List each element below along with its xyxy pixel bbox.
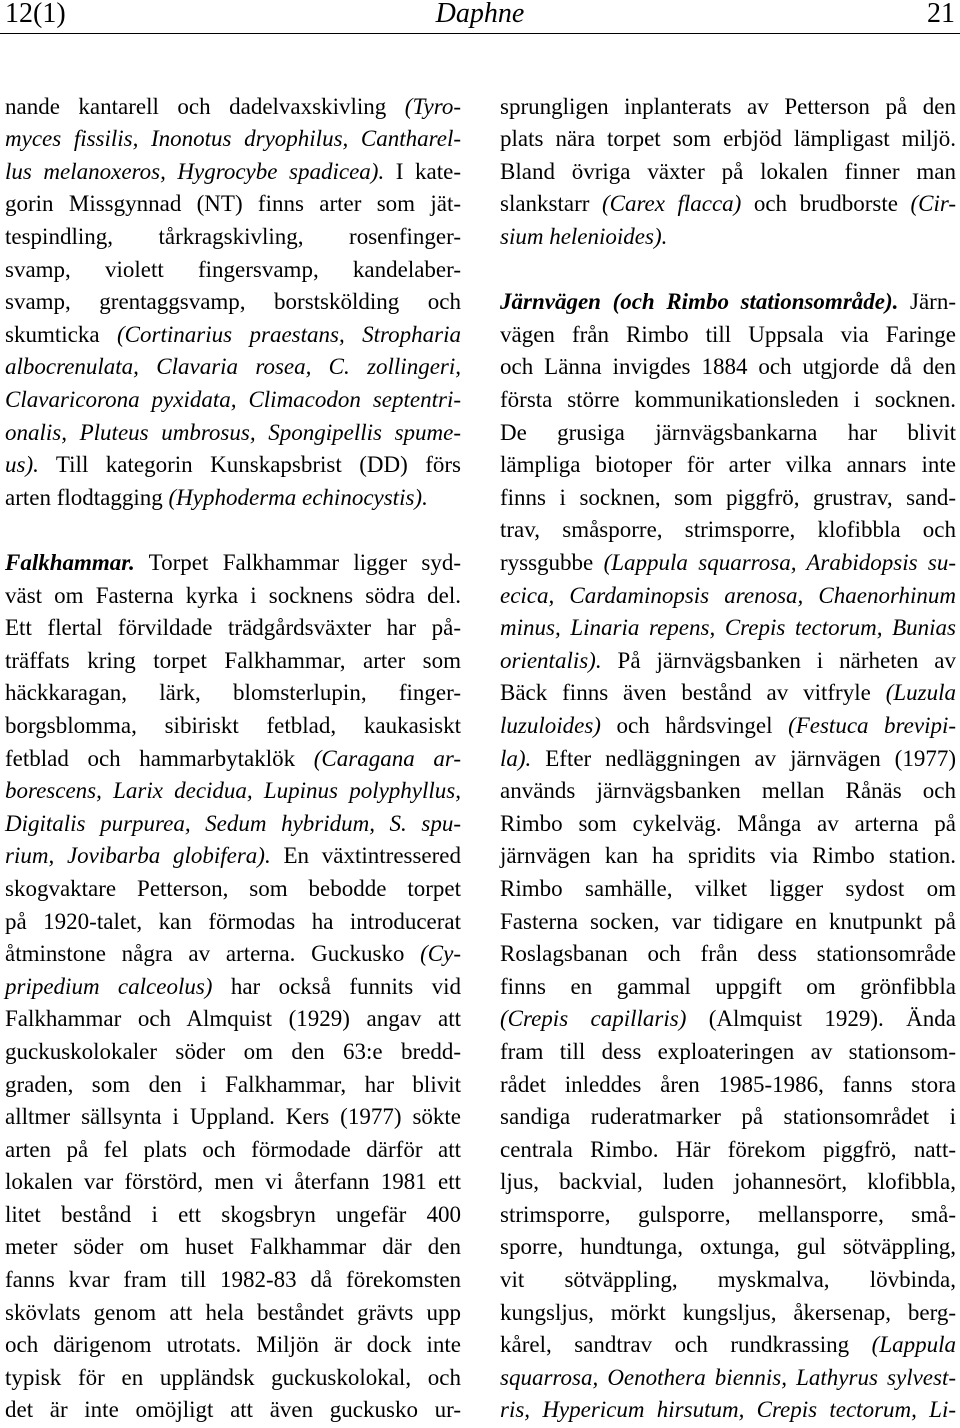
latin-name-run: Clavaricorona pyxidata, Climacodon septentri- (5, 387, 461, 413)
text-line (5, 1394, 461, 1427)
latin-name-run: orientalis). (500, 647, 602, 673)
text-line (500, 873, 956, 906)
text-line (500, 1069, 956, 1102)
text-run: Roslagsbanan och från dess stationsområde (500, 941, 956, 967)
text-run: typisk för en uppländsk guckuskolokal, och (5, 1364, 461, 1390)
text-line (5, 971, 461, 1004)
text-run: En växtintressered (270, 843, 461, 869)
latin-name-run: (Luzula (885, 680, 956, 706)
text-line (5, 91, 461, 124)
paragraph (5, 547, 461, 1427)
text-line (5, 612, 461, 645)
text-run: lämpliga biotoper för arter vilka annars inte (500, 452, 956, 478)
text-line (500, 286, 956, 319)
text-line (5, 1166, 461, 1199)
text-line (500, 1036, 956, 1069)
text-run: strimsporre, gulsporre, mellansporre, små- (500, 1201, 956, 1227)
text-line (5, 645, 461, 678)
text-line (5, 221, 461, 254)
latin-name-run: (Cy- (420, 941, 461, 967)
text-line (500, 384, 956, 417)
text-line (5, 351, 461, 384)
text-line (500, 1134, 956, 1167)
text-line (500, 906, 956, 939)
text-line (5, 384, 461, 417)
text-run: och hårdsvingel (600, 712, 789, 738)
text-line (500, 1166, 956, 1199)
latin-name-run: albocrenulata, Clavaria rosea, C. zollingeri, (5, 354, 461, 380)
text-line (5, 254, 461, 287)
latin-name-run: sium helenioides). (500, 224, 668, 250)
text-line (5, 1297, 461, 1330)
text-run: fram till dess exploateringen av stationsom- (500, 1038, 956, 1064)
text-line (500, 449, 956, 482)
text-line (500, 319, 956, 352)
text-line (5, 1329, 461, 1362)
latin-name-run: (Cortinarius praestans, Stropharia (117, 321, 461, 347)
text-run: skövlats genom att hela beståndet grävts upp (5, 1299, 461, 1325)
text-run: nande kantarell och dadelvaxskivling (5, 93, 405, 119)
text-run: kårel, sandtrav och rundkrassing (500, 1332, 872, 1358)
text-line (5, 482, 461, 515)
latin-name-run: rium, Jovibarba globifera). (5, 843, 271, 869)
latin-name-run: borescens, Larix decidua, Lupinus polyphyllus, (5, 778, 461, 804)
text-run: det är inte omöjligt att även guckusko ur- (5, 1397, 461, 1423)
text-run: arten på fel plats och förmodade därför att (5, 1136, 461, 1162)
text-line (500, 1003, 956, 1036)
text-line (5, 710, 461, 743)
text-run: Till kategorin Kunskapsbrist (DD) förs (38, 452, 461, 478)
text-line (5, 1069, 461, 1102)
latin-name-run: la). (500, 745, 532, 771)
text-run: Falkhammar och Almquist (1929) angav att (5, 1006, 461, 1032)
text-line (500, 808, 956, 841)
text-line (500, 417, 956, 450)
text-line (500, 547, 956, 580)
text-run: Fasterna socken, var tidigare en knutpunkt på (500, 908, 956, 934)
paragraph (5, 91, 461, 515)
text-run: tespindling, tårkragskivling, rosenfinger- (5, 224, 461, 250)
text-run: används järnvägsbanken mellan Rånäs och (500, 778, 956, 804)
text-line (500, 1231, 956, 1264)
text-run: sporre, hundtunga, oxtunga, gul sötväppling, (500, 1234, 956, 1260)
text-run: Efter nedläggningen av järnvägen (1977) (531, 745, 956, 771)
text-line (500, 580, 956, 613)
page-number: 21 (927, 0, 955, 29)
latin-name-run: myces fissilis, Inonotus dryophilus, Cantharel- (5, 126, 461, 152)
text-line (5, 1362, 461, 1395)
text-run: I kate- (384, 158, 461, 184)
text-run: meter söder om huset Falkhammar där den (5, 1234, 461, 1260)
text-run: De grusiga järnvägsbankarna har blivit (500, 419, 956, 445)
text-line (5, 938, 461, 971)
text-line (5, 1036, 461, 1069)
text-line (500, 743, 956, 776)
text-line (5, 840, 461, 873)
text-run: och därigenom utrotats. Miljön är dock inte (5, 1332, 461, 1358)
section-heading: Järnvägen (och Rimbo stationsområde). (500, 289, 899, 315)
latin-name-run: (Caragana ar- (313, 745, 461, 771)
text-run: gorin Missgynnad (NT) finns arter som jät- (5, 191, 461, 217)
text-line (500, 188, 956, 221)
text-run: kungsljus, mörkt kungsljus, åkersenap, berg- (500, 1299, 956, 1325)
text-line (5, 1199, 461, 1232)
text-line (500, 1329, 956, 1362)
text-line (500, 710, 956, 743)
text-line (5, 808, 461, 841)
section-heading: Falkhammar. (5, 550, 135, 575)
text-line (500, 1199, 956, 1232)
text-line (5, 123, 461, 156)
text-run: har också funnits vid (212, 973, 461, 999)
text-run: finns en gammal uppgift om grönfibbla (500, 973, 956, 999)
text-line (5, 286, 461, 319)
text-line (5, 449, 461, 482)
text-run: åtminstone några av arterna. Guckusko (5, 941, 421, 967)
text-run: och brudborste (741, 191, 911, 217)
text-run: fetblad och hammarbytaklök (5, 745, 314, 771)
text-line (5, 873, 461, 906)
text-run: alltmer sällsynta i Uppland. Kers (1977) sökte (5, 1104, 461, 1130)
header-rule (0, 33, 960, 34)
left-column (5, 91, 461, 1427)
text-run: rådet inleddes åren 1985-1986, fanns stora (500, 1071, 956, 1097)
right-column (500, 91, 956, 1427)
latin-name-run: us). (5, 452, 39, 478)
text-line (5, 1231, 461, 1264)
text-run: järnvägen kan ha spridits via Rimbo station. (500, 843, 956, 869)
text-line (5, 677, 461, 710)
text-run: graden, som den i Falkhammar, har blivit (5, 1071, 461, 1097)
text-line (5, 580, 461, 613)
latin-name-run: minus, Linaria repens, Crepis tectorum, Bunias (500, 615, 956, 641)
text-run: arten flodtagging (5, 484, 169, 510)
text-run: ryssgubbe (500, 550, 604, 575)
text-run: Järn- (898, 289, 956, 315)
text-run: borgsblomma, sibiriskt fetblad, kaukasiskt (5, 712, 461, 738)
text-run: ljus, backvial, luden johannesört, klofibbla, (500, 1169, 956, 1195)
latin-name-run: (Festuca brevipi- (788, 712, 957, 738)
latin-name-run: (Carex flacca) (601, 191, 742, 217)
text-line (500, 1101, 956, 1134)
text-run: träffats kring torpet Falkhammar, arter som (5, 647, 461, 673)
text-run: sandiga ruderatmarker på stationsområdet i (500, 1104, 956, 1130)
text-run: Bland övriga växter på lokalen finner man (500, 158, 956, 184)
text-run: svamp, grentaggsvamp, borstskölding och (5, 289, 461, 315)
text-line (500, 775, 956, 808)
text-run: Bäck finns även bestånd av vitfryle (500, 680, 886, 706)
latin-name-run: squarrosa, Oenothera biennis, Lathyrus sylvest- (500, 1364, 956, 1390)
text-line (500, 612, 956, 645)
text-run: plats nära torpet som erbjöd lämpligast miljö. (500, 126, 956, 152)
text-run: svamp, violett fingersvamp, kandelaber- (5, 256, 461, 282)
text-run: guckuskolokaler söder om den 63:e bredd- (5, 1038, 461, 1064)
latin-name-run: ris, Hypericum hirsutum, Crepis tectorum, Li- (500, 1397, 956, 1423)
text-line (5, 1003, 461, 1036)
paragraph (500, 91, 956, 254)
latin-name-run: (Crepis capillaris) (500, 1006, 687, 1032)
latin-name-run: (Lappula squarrosa, Arabidopsis su- (603, 550, 956, 575)
text-line (500, 482, 956, 515)
text-run: litet bestånd i ett skogsbryn ungefär 400 (5, 1201, 461, 1227)
text-line (5, 743, 461, 776)
text-run: häckkaragan, lärk, blomsterlupin, finger- (5, 680, 461, 706)
text-line (500, 645, 956, 678)
text-run: första större kommunikationsleden i socknen. (500, 387, 956, 413)
journal-title: Daphne (435, 0, 525, 29)
text-line (500, 123, 956, 156)
text-line (500, 1297, 956, 1330)
text-run: centrala Rimbo. Här förekom piggfrö, natt- (500, 1136, 956, 1162)
latin-name-run: lus melanoxeros, Hygrocybe spadicea). (5, 158, 385, 184)
latin-name-run: luzuloides) (500, 712, 601, 738)
text-line (5, 319, 461, 352)
latin-name-run: Digitalis purpurea, Sedum hybridum, S. spu- (5, 810, 461, 836)
latin-name-run: (Lappula (871, 1332, 956, 1358)
text-line (5, 1101, 461, 1134)
text-run: finns i socknen, som piggfrö, grustrav, sand- (500, 484, 956, 510)
text-line (5, 1264, 461, 1297)
text-run: väst om Fasterna kyrka i socknens södra del. (5, 582, 461, 608)
text-line (5, 547, 461, 580)
text-run: fanns kvar fram till 1982-83 då förekomsten (5, 1267, 461, 1293)
text-line (500, 514, 956, 547)
text-line (5, 775, 461, 808)
text-run: Rimbo samhälle, vilket ligger sydost om (500, 875, 956, 901)
text-run: På järnvägsbanken i närheten av (601, 647, 956, 673)
latin-name-run: (Hyphoderma echinocystis). (168, 484, 428, 510)
text-line (500, 221, 956, 254)
latin-name-run: ecica, Cardaminopsis arenosa, Chaenorhinum (500, 582, 956, 608)
text-run: vägen från Rimbo till Uppsala via Faringe (500, 321, 956, 347)
text-run: slankstarr (500, 191, 602, 217)
text-run: lokalen var förstörd, men vi återfann 1981 ett (5, 1169, 461, 1195)
text-line (5, 188, 461, 221)
text-line (500, 938, 956, 971)
text-run: på 1920-talet, kan förmodas ha introducerat (5, 908, 461, 934)
text-line (5, 1134, 461, 1167)
text-line (5, 156, 461, 189)
latin-name-run: (Cir- (910, 191, 956, 217)
text-line (500, 156, 956, 189)
text-line (500, 1264, 956, 1297)
text-run: Torpet Falkhammar ligger syd- (134, 550, 461, 575)
text-line (5, 906, 461, 939)
text-run: Ett flertal förvildade trädgårdsväxter har på- (5, 615, 461, 641)
text-line (500, 91, 956, 124)
text-line (500, 1394, 956, 1427)
text-run: Rimbo som cykelväg. Många av arterna på (500, 810, 956, 836)
latin-name-run: onalis, Pluteus umbrosus, Spongipellis spume- (5, 419, 461, 445)
text-run: trav, småsporre, strimsporre, klofibbla och (500, 517, 956, 543)
paragraph (500, 286, 956, 1427)
text-run: skumticka (5, 321, 118, 347)
text-run: sprungligen inplanterats av Petterson på den (500, 93, 956, 119)
text-run: skogvaktare Petterson, som bebodde torpet (5, 875, 461, 901)
text-line (500, 351, 956, 384)
text-run: och Länna invigdes 1884 och utgjorde då den (500, 354, 956, 380)
volume-issue: 12(1) (5, 0, 66, 29)
text-line (5, 417, 461, 450)
text-line (500, 840, 956, 873)
text-line (500, 971, 956, 1004)
text-line (500, 677, 956, 710)
text-run: (Almquist 1929). Ända (686, 1006, 956, 1032)
latin-name-run: (Tyro- (404, 93, 461, 119)
text-run: vit sötväppling, myskmalva, lövbinda, (500, 1267, 956, 1293)
text-line (500, 1362, 956, 1395)
latin-name-run: pripedium calceolus) (5, 973, 213, 999)
